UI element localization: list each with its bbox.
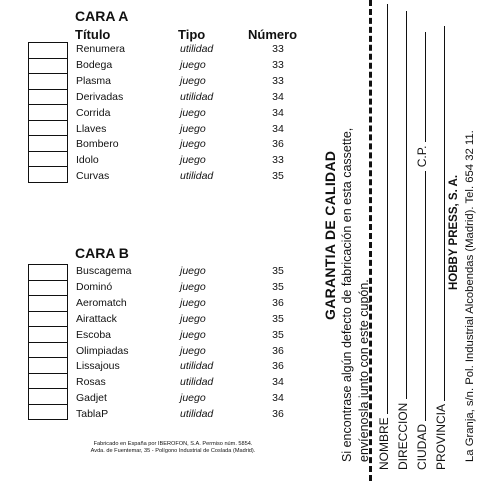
program-title: Derivadas: [76, 90, 124, 103]
program-type: utilidad: [180, 170, 214, 183]
program-type: utilidad: [180, 376, 214, 389]
program-type: juego: [180, 328, 206, 341]
checkbox[interactable]: [29, 121, 67, 137]
program-number: 34: [272, 376, 284, 389]
program-title: Bodega: [76, 58, 113, 71]
program-title: Aeromatch: [76, 296, 127, 309]
manufacturer-note: [68, 441, 278, 455]
program-title: Rosas: [76, 376, 106, 389]
coupon-heading: GARANTIA DE CALIDAD: [322, 150, 338, 320]
program-type: utilidad: [180, 360, 214, 373]
checkbox[interactable]: [29, 90, 67, 106]
checkbox[interactable]: [29, 136, 67, 152]
program-number: 35: [272, 170, 284, 183]
program-title: Llaves: [76, 122, 107, 135]
side-a-checkbox-column: [28, 42, 68, 183]
name-label: NOMBRE: [377, 417, 391, 470]
program-type: utilidad: [180, 408, 214, 421]
name-field[interactable]: [377, 4, 391, 470]
province-field[interactable]: [434, 26, 448, 470]
checkbox[interactable]: [29, 74, 67, 90]
program-title: Lissajous: [76, 360, 120, 373]
program-title: Gadjet: [76, 392, 107, 405]
program-title: Idolo: [76, 154, 99, 167]
program-number: 34: [272, 90, 284, 103]
program-number: 34: [272, 106, 284, 119]
program-type: juego: [180, 344, 206, 357]
checkbox[interactable]: [29, 358, 67, 374]
coupon-text-2: envíenosla junto con este cupón.: [357, 279, 371, 462]
program-type: juego: [180, 74, 206, 87]
program-title: Bombero: [76, 138, 119, 151]
zip-input-line[interactable]: [425, 32, 426, 142]
manufacturer-line-1: Fabricado en España por IBEROFON, S.A. Permiso núm. 5854.: [93, 441, 253, 447]
program-type: juego: [180, 154, 206, 167]
column-type-header: Tipo: [178, 27, 206, 42]
checkbox[interactable]: [29, 312, 67, 328]
program-title: Curvas: [76, 170, 110, 183]
checkbox[interactable]: [29, 374, 67, 390]
company-address: La Granja, s/n. Pol. Industrial Alcobendas (Madrid). Tel. 654 32 11.: [464, 130, 476, 462]
program-number: 36: [272, 296, 284, 309]
program-title: Renumera: [76, 43, 126, 55]
program-type: utilidad: [180, 90, 214, 103]
program-type: juego: [180, 312, 206, 325]
program-number: 36: [272, 138, 284, 151]
program-type: juego: [180, 138, 206, 151]
checkbox[interactable]: [29, 43, 67, 59]
checkbox[interactable]: [29, 296, 67, 312]
program-title: Dominó: [76, 280, 113, 293]
checkbox[interactable]: [29, 265, 67, 281]
name-input-line[interactable]: [387, 4, 388, 414]
program-number: 35: [272, 328, 284, 341]
program-type: juego: [180, 280, 206, 293]
column-title-header: Título: [75, 27, 111, 42]
checkbox[interactable]: [29, 167, 67, 183]
program-type: juego: [180, 122, 206, 135]
program-number: 34: [272, 122, 284, 135]
checkbox[interactable]: [29, 281, 67, 297]
checkbox[interactable]: [29, 405, 67, 421]
checkbox[interactable]: [29, 152, 67, 168]
program-number: 36: [272, 360, 284, 373]
program-number: 33: [272, 58, 284, 71]
program-number: 36: [272, 408, 284, 421]
zip-label: C.P.: [415, 145, 429, 168]
program-number: 33: [272, 154, 284, 167]
program-type: juego: [180, 58, 206, 71]
company-name: HOBBY PRESS, S. A.: [448, 174, 460, 290]
address-label: DIRECCION: [396, 402, 410, 470]
side-a-heading: CARA A: [75, 8, 129, 24]
program-type: utilidad: [180, 43, 214, 55]
city-input-line[interactable]: [425, 171, 426, 421]
program-title: Buscagema: [76, 265, 132, 277]
address-input-line[interactable]: [406, 11, 407, 399]
city-field[interactable]: [415, 32, 429, 470]
checkbox[interactable]: [29, 327, 67, 343]
province-label: PROVINCIA: [434, 404, 448, 470]
checkbox[interactable]: [29, 389, 67, 405]
manufacturer-line-2: Avda. de Fuentemar, 35 - Polígono Industrial de Coslada (Madrid).: [90, 448, 256, 454]
coupon-text-1: Si encontrase algún defecto de fabricación en esta cassette,: [340, 127, 354, 462]
checkbox[interactable]: [29, 59, 67, 75]
program-title: Escoba: [76, 328, 112, 341]
program-number: 36: [272, 344, 284, 357]
program-type: juego: [180, 265, 206, 277]
program-number: 34: [272, 392, 284, 405]
program-number: 33: [272, 74, 284, 87]
program-number: 33: [272, 43, 284, 55]
column-number-header: Número: [248, 27, 298, 42]
province-input-line[interactable]: [444, 26, 445, 401]
program-title: Airattack: [76, 312, 117, 325]
program-type: juego: [180, 106, 206, 119]
program-title: TablaP: [76, 408, 109, 421]
checkbox[interactable]: [29, 105, 67, 121]
program-number: 35: [272, 280, 284, 293]
program-number: 35: [272, 265, 284, 277]
program-number: 35: [272, 312, 284, 325]
city-label: CIUDAD: [415, 423, 429, 470]
program-title: Corrida: [76, 106, 111, 119]
side-b-heading: CARA B: [75, 245, 129, 261]
program-type: juego: [180, 392, 206, 405]
program-type: juego: [180, 296, 206, 309]
program-title: Plasma: [76, 74, 112, 87]
checkbox[interactable]: [29, 343, 67, 359]
program-title: Olimpiadas: [76, 344, 129, 357]
address-field[interactable]: [396, 11, 410, 470]
side-b-checkbox-column: [28, 264, 68, 420]
